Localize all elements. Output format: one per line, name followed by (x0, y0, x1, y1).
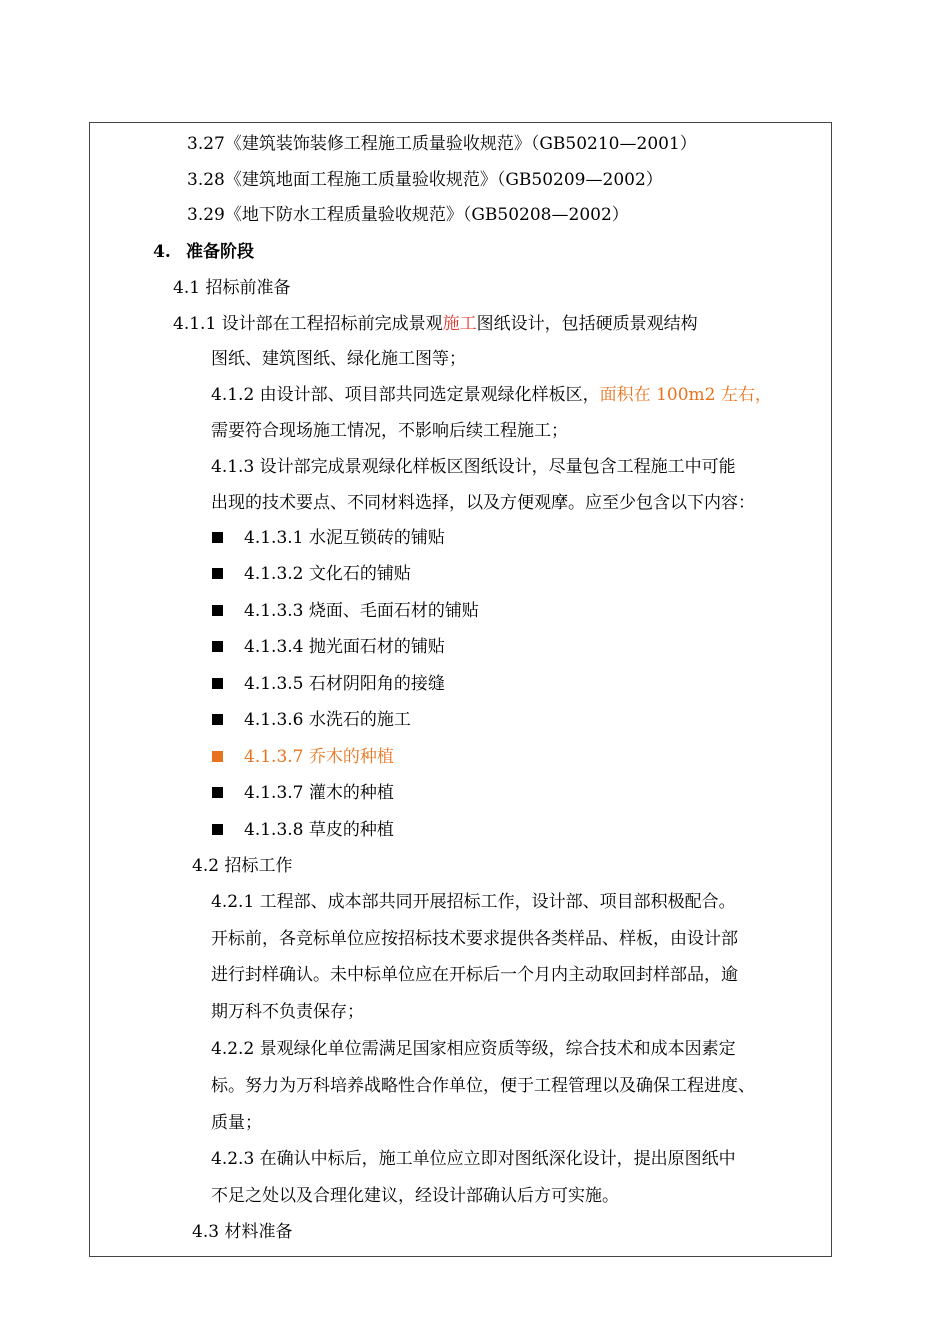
list-item-highlighted: 4.1.3.7 乔木的种植 (244, 747, 394, 767)
list-item: 4.1.3.8 草皮的种植 (244, 820, 394, 840)
list-item: 4.1.3.2 文化石的铺贴 (244, 564, 411, 584)
bullet-square-icon (212, 751, 223, 762)
paragraph-line: 进行封样确认。未中标单位应在开标后一个月内主动取回封样部品，逾 (211, 965, 738, 985)
list-item: 4.1.3.5 石材阴阳角的接缝 (244, 674, 445, 694)
standard-3-29: 3.29《地下防水工程质量验收规范》（GB50208—2002） (187, 205, 629, 225)
section-4-number: 4. (153, 242, 171, 262)
bullet-square-icon (212, 787, 223, 798)
highlight-text: 施工 (442, 314, 477, 334)
list-item: 4.1.3.3 烧面、毛面石材的铺贴 (244, 601, 479, 621)
text-segment: 图纸设计，包括硬质景观结构 (476, 314, 698, 334)
paragraph-4-1-1-line2: 图纸、建筑图纸、绿化施工图等； (211, 349, 466, 369)
highlight-text: 面积在 100m2 左右， (599, 385, 772, 405)
standard-3-28: 3.28《建筑地面工程施工质量验收规范》（GB50209—2002） (187, 170, 663, 190)
paragraph-line: 4.2.1 工程部、成本部共同开展招标工作，设计部、项目部积极配合。 (211, 892, 736, 912)
paragraph-4-1-2-line1 (211, 383, 772, 407)
paragraph-line: 4.2.2 景观绿化单位需满足国家相应资质等级，综合技术和成本因素定 (211, 1039, 736, 1059)
section-4-2-title: 4.2 招标工作 (192, 856, 293, 876)
standard-3-27: 3.27《建筑装饰装修工程施工质量验收规范》（GB50210—2001） (187, 134, 697, 154)
paragraph-line: 标。努力为万科培养战略性合作单位，便于工程管理以及确保工程进度、 (211, 1076, 755, 1096)
list-item: 4.1.3.1 水泥互锁砖的铺贴 (244, 528, 445, 548)
paragraph-line: 不足之处以及合理化建议，经设计部确认后方可实施。 (211, 1186, 619, 1206)
section-4-title: 准备阶段 (186, 242, 254, 262)
paragraph-4-1-3-line1: 4.1.3 设计部完成景观绿化样板区图纸设计，尽量包含工程施工中可能 (211, 457, 736, 477)
paragraph-line: 质量； (211, 1113, 262, 1133)
text-segment: 4.1.1 设计部在工程招标前完成景观 (173, 314, 443, 334)
paragraph-line: 期万科不负责保存； (211, 1002, 364, 1022)
paragraph-4-1-1-line1 (173, 312, 698, 336)
section-4-3-title: 4.3 材料准备 (192, 1222, 293, 1242)
list-item: 4.1.3.6 水洗石的施工 (244, 710, 411, 730)
paragraph-4-1-3-line2: 出现的技术要点、不同材料选择，以及方便观摩。应至少包含以下内容： (211, 493, 755, 513)
bullet-square-icon (212, 568, 223, 579)
text-segment: 4.1.2 由设计部、项目部共同选定景观绿化样板区， (211, 385, 600, 405)
section-4-1-title: 4.1 招标前准备 (173, 278, 291, 298)
bullet-square-icon (212, 678, 223, 689)
paragraph-line: 开标前，各竞标单位应按招标技术要求提供各类样品、样板，由设计部 (211, 929, 738, 949)
bullet-square-icon (212, 532, 223, 543)
paragraph-4-1-2-line2: 需要符合现场施工情况，不影响后续工程施工； (211, 421, 568, 441)
paragraph-line: 4.2.3 在确认中标后，施工单位应立即对图纸深化设计，提出原图纸中 (211, 1149, 736, 1169)
bullet-square-icon (212, 714, 223, 725)
bullet-square-icon (212, 605, 223, 616)
list-item: 4.1.3.7 灌木的种植 (244, 783, 394, 803)
bullet-square-icon (212, 824, 223, 835)
bullet-square-icon (212, 641, 223, 652)
list-item: 4.1.3.4 抛光面石材的铺贴 (244, 637, 445, 657)
